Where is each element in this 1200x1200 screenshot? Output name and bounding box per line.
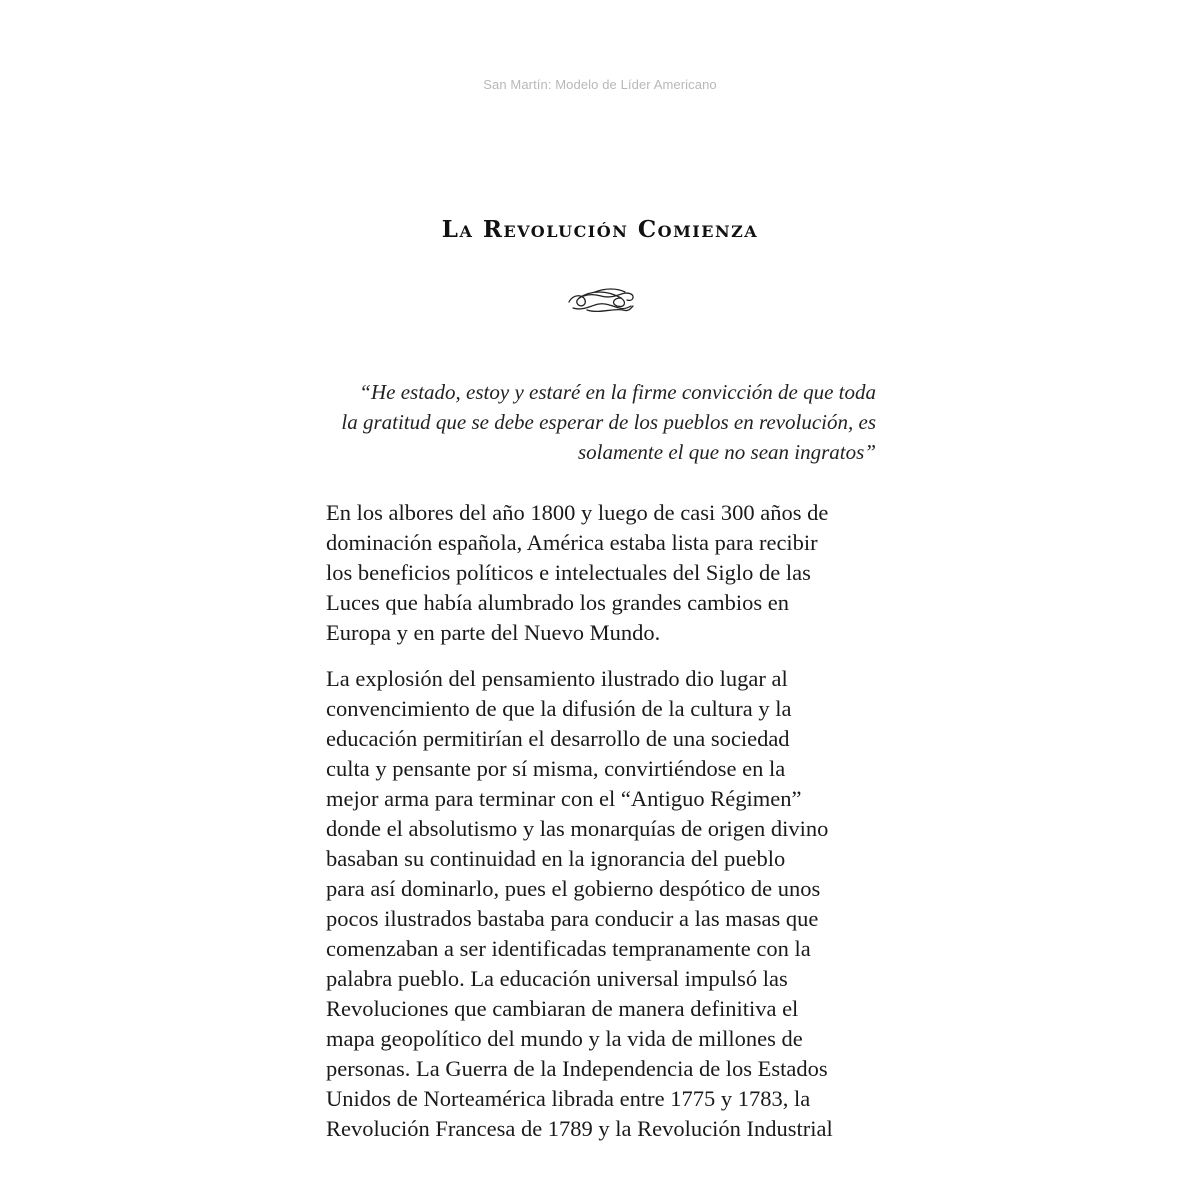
text-line: convencimiento de que la difusión de la cultura y la bbox=[326, 696, 792, 721]
paragraph bbox=[326, 664, 880, 1144]
epigraph-line: solamente el que no sean ingratos” bbox=[577, 440, 876, 464]
text-line: dominación española, América estaba lista para recibir bbox=[326, 530, 818, 555]
flourish-ornament-icon bbox=[565, 284, 637, 318]
text-line: para así dominarlo, pues el gobierno despótico de unos bbox=[326, 876, 821, 901]
text-line: palabra pueblo. La educación universal impulsó las bbox=[326, 966, 788, 991]
running-header: San Martín: Modelo de Líder Americano bbox=[483, 77, 717, 92]
text-line: Revolución Francesa de 1789 y la Revolución Industrial bbox=[326, 1116, 833, 1141]
epigraph-quote bbox=[326, 377, 876, 467]
text-line: En los albores del año 1800 y luego de casi 300 años de bbox=[326, 500, 829, 525]
text-line: basaban su continuidad en la ignorancia del pueblo bbox=[326, 846, 786, 871]
text-line: los beneficios políticos e intelectuales del Siglo de las bbox=[326, 560, 811, 585]
text-line: donde el absolutismo y las monarquías de origen divino bbox=[326, 816, 829, 841]
text-line: mapa geopolítico del mundo y la vida de millones de bbox=[326, 1026, 803, 1051]
text-line: Unidos de Norteamérica librada entre 1775 y 1783, la bbox=[326, 1086, 811, 1111]
text-line: La explosión del pensamiento ilustrado dio lugar al bbox=[326, 666, 788, 691]
text-line: comenzaban a ser identificadas tempranamente con la bbox=[326, 936, 811, 961]
text-line: Luces que había alumbrado los grandes cambios en bbox=[326, 590, 789, 615]
epigraph-line: la gratitud que se debe esperar de los pueblos en revolución, es bbox=[341, 410, 876, 434]
epigraph-line: “He estado, estoy y estaré en la firme convicción de que toda bbox=[359, 380, 876, 404]
body-text bbox=[326, 498, 880, 1160]
text-line: educación permitirían el desarrollo de una sociedad bbox=[326, 726, 790, 751]
text-line: Europa y en parte del Nuevo Mundo. bbox=[326, 620, 661, 645]
text-line: mejor arma para terminar con el “Antiguo Régimen” bbox=[326, 786, 802, 811]
text-line: pocos ilustrados bastaba para conducir a las masas que bbox=[326, 906, 819, 931]
chapter-title: La Revolución Comienza bbox=[441, 216, 759, 243]
paragraph bbox=[326, 498, 880, 648]
text-line: Revoluciones que cambiaran de manera definitiva el bbox=[326, 996, 799, 1021]
text-line: personas. La Guerra de la Independencia de los Estados bbox=[326, 1056, 828, 1081]
text-line: culta y pensante por sí misma, convirtiéndose en la bbox=[326, 756, 786, 781]
